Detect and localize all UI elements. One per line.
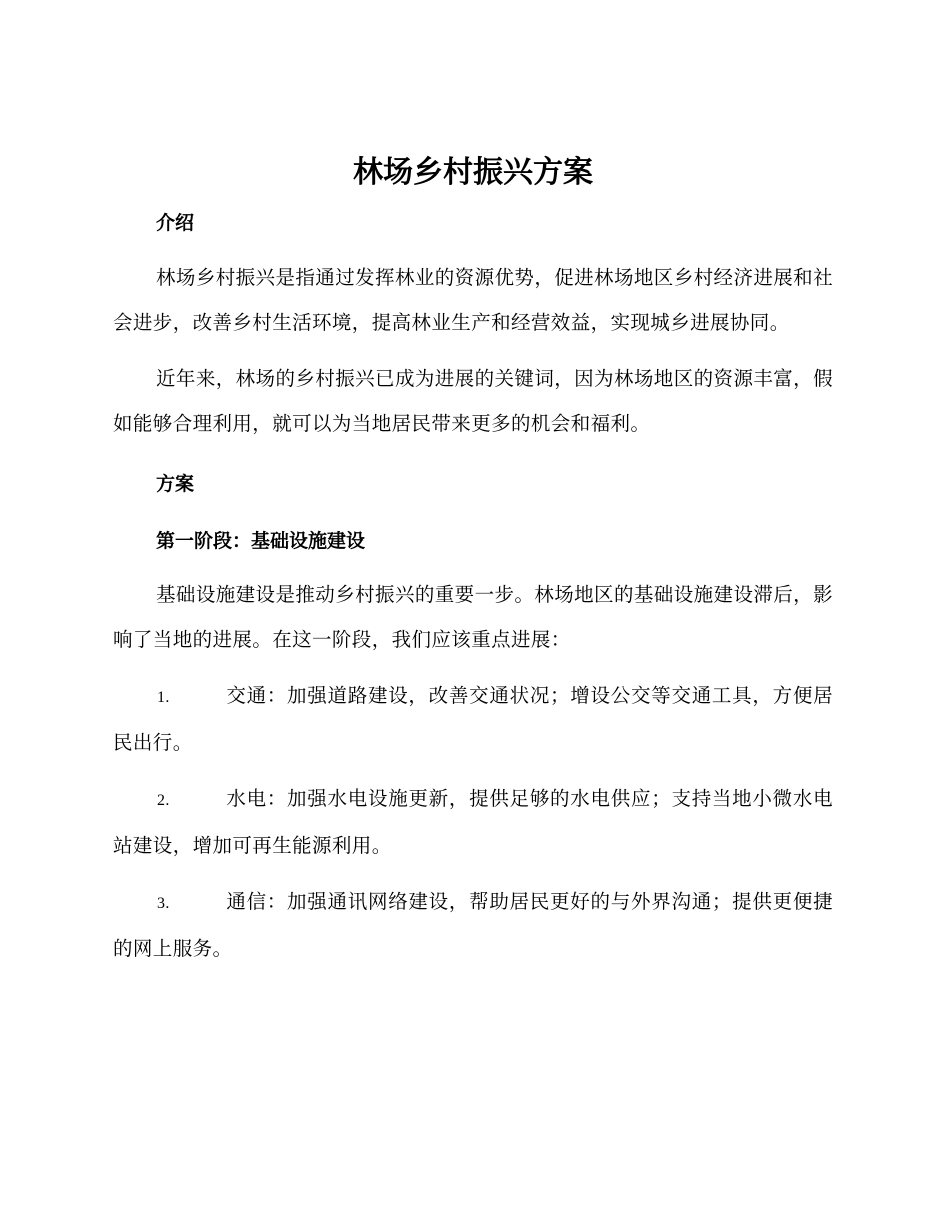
list-item-text: 水电：加强水电设施更新，提供足够的水电供应；支持当地小微水电站建设，增加可再生能源利用。 — [113, 787, 833, 857]
document-page — [113, 150, 833, 971]
list-item-number: 2. — [157, 792, 170, 809]
section-heading-plan: 方案 — [156, 473, 195, 495]
list-item — [113, 879, 833, 971]
list-item-number: 3. — [157, 895, 170, 912]
list-item — [113, 776, 833, 868]
section-heading-intro: 介绍 — [156, 212, 195, 234]
list-item-text: 通信：加强通讯网络建设，帮助居民更好的与外界沟通；提供更便捷的网上服务。 — [113, 890, 833, 960]
list-item — [113, 673, 833, 765]
phase1-paragraph: 基础设施建设是推动乡村振兴的重要一步。林场地区的基础设施建设滞后，影响了当地的进展。在这一阶段，我们应该重点进展： — [113, 583, 833, 651]
list-item-text: 交通：加强道路建设，改善交通状况；增设公交等交通工具，方便居民出行。 — [113, 684, 833, 754]
section-heading-phase1: 第一阶段：基础设施建设 — [156, 530, 366, 552]
intro-paragraph-1: 林场乡村振兴是指通过发挥林业的资源优势，促进林场地区乡村经济进展和社会进步，改善乡村生活环境，提高林业生产和经营效益，实现城乡进展协同。 — [113, 266, 833, 334]
list-item-number: 1. — [157, 689, 170, 706]
document-title: 林场乡村振兴方案 — [353, 155, 593, 190]
intro-paragraph-2: 近年来，林场的乡村振兴已成为进展的关键词，因为林场地区的资源丰富，假如能够合理利用，就可以为当地居民带来更多的机会和福利。 — [113, 367, 833, 435]
